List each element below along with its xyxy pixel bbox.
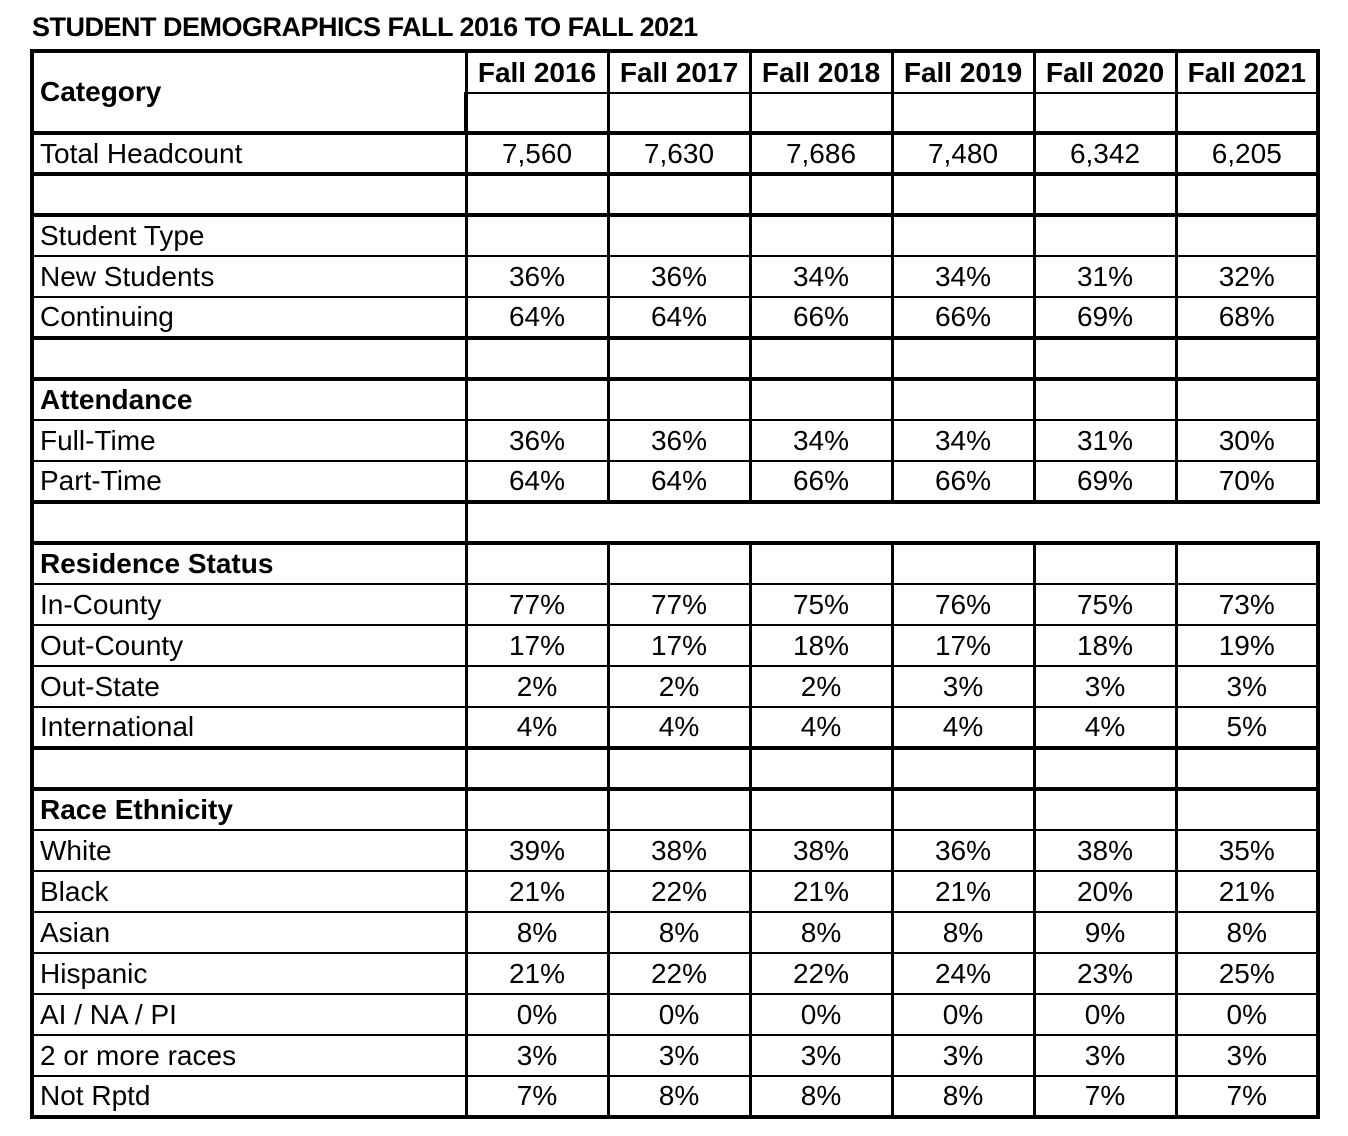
value-cell: 64% bbox=[608, 297, 750, 338]
year-header-cell: Fall 2020 bbox=[1034, 51, 1176, 93]
row-label-cell: New Students bbox=[32, 256, 466, 297]
section-row-race-ethnicity bbox=[32, 789, 1318, 830]
value-cell: 66% bbox=[750, 461, 892, 502]
empty-cell bbox=[892, 338, 1034, 379]
empty-cell bbox=[750, 543, 892, 584]
separator-row-open bbox=[32, 502, 1318, 543]
value-cell: 3% bbox=[608, 1035, 750, 1076]
value-cell: 34% bbox=[750, 256, 892, 297]
empty-cell bbox=[466, 215, 608, 256]
demographics-table bbox=[30, 49, 1320, 1119]
row-white bbox=[32, 830, 1318, 871]
year-header-cell: Fall 2016 bbox=[466, 51, 608, 93]
row-in-county bbox=[32, 584, 1318, 625]
row-label-cell: Asian bbox=[32, 912, 466, 953]
empty-cell bbox=[608, 215, 750, 256]
value-cell: 8% bbox=[750, 1076, 892, 1117]
value-cell: 68% bbox=[1176, 297, 1318, 338]
value-cell: 8% bbox=[892, 912, 1034, 953]
row-label-cell: Not Rptd bbox=[32, 1076, 466, 1117]
value-cell: 22% bbox=[608, 871, 750, 912]
value-cell: 64% bbox=[608, 461, 750, 502]
section-label-cell: Race Ethnicity bbox=[32, 789, 466, 830]
value-cell: 22% bbox=[608, 953, 750, 994]
value-cell: 77% bbox=[608, 584, 750, 625]
separator-row bbox=[32, 338, 1318, 379]
row-label-cell: Part-Time bbox=[32, 461, 466, 502]
value-cell: 3% bbox=[466, 1035, 608, 1076]
value-cell: 8% bbox=[892, 1076, 1034, 1117]
value-cell: 20% bbox=[1034, 871, 1176, 912]
value-cell: 76% bbox=[892, 584, 1034, 625]
row-label-cell: Black bbox=[32, 871, 466, 912]
empty-cell bbox=[1034, 789, 1176, 830]
value-cell: 6,205 bbox=[1176, 133, 1318, 174]
value-cell: 21% bbox=[1176, 871, 1318, 912]
value-cell: 4% bbox=[466, 707, 608, 748]
row-label-cell: In-County bbox=[32, 584, 466, 625]
empty-cell bbox=[1176, 215, 1318, 256]
empty-cell bbox=[1176, 748, 1318, 789]
value-cell: 8% bbox=[466, 912, 608, 953]
value-cell: 21% bbox=[750, 871, 892, 912]
value-cell: 70% bbox=[1176, 461, 1318, 502]
value-cell: 3% bbox=[1176, 1035, 1318, 1076]
row-label-cell: Total Headcount bbox=[32, 133, 466, 174]
empty-cell bbox=[750, 748, 892, 789]
value-cell: 7% bbox=[466, 1076, 608, 1117]
value-cell: 64% bbox=[466, 297, 608, 338]
value-cell: 7% bbox=[1034, 1076, 1176, 1117]
empty-cell bbox=[608, 174, 750, 215]
value-cell: 30% bbox=[1176, 420, 1318, 461]
value-cell: 38% bbox=[1034, 830, 1176, 871]
value-cell: 3% bbox=[892, 666, 1034, 707]
value-cell: 17% bbox=[466, 625, 608, 666]
value-cell: 64% bbox=[466, 461, 608, 502]
row-label-cell: Continuing bbox=[32, 297, 466, 338]
value-cell: 4% bbox=[750, 707, 892, 748]
value-cell: 34% bbox=[750, 420, 892, 461]
value-cell: 0% bbox=[750, 994, 892, 1035]
value-cell: 8% bbox=[750, 912, 892, 953]
empty-cell bbox=[1176, 789, 1318, 830]
empty-cell bbox=[892, 748, 1034, 789]
empty-cell bbox=[32, 338, 466, 379]
value-cell: 7,686 bbox=[750, 133, 892, 174]
value-cell: 77% bbox=[466, 584, 608, 625]
empty-cell bbox=[750, 379, 892, 420]
category-header-cell: Category bbox=[32, 51, 466, 133]
empty-cell bbox=[1176, 93, 1318, 133]
row-asian bbox=[32, 912, 1318, 953]
value-cell: 7,630 bbox=[608, 133, 750, 174]
value-cell: 21% bbox=[892, 871, 1034, 912]
row-label-cell: AI / NA / PI bbox=[32, 994, 466, 1035]
value-cell: 22% bbox=[750, 953, 892, 994]
value-cell: 6,342 bbox=[1034, 133, 1176, 174]
value-cell: 0% bbox=[466, 994, 608, 1035]
empty-cell bbox=[1034, 748, 1176, 789]
row-label-cell: Hispanic bbox=[32, 953, 466, 994]
separator-row bbox=[32, 748, 1318, 789]
empty-cell bbox=[1034, 93, 1176, 133]
value-cell: 31% bbox=[1034, 420, 1176, 461]
empty-cell bbox=[608, 543, 750, 584]
value-cell: 7,560 bbox=[466, 133, 608, 174]
value-cell: 2% bbox=[750, 666, 892, 707]
empty-cell bbox=[466, 543, 608, 584]
row-label-cell: White bbox=[32, 830, 466, 871]
section-row-attendance bbox=[32, 379, 1318, 420]
empty-cell bbox=[466, 789, 608, 830]
value-cell: 31% bbox=[1034, 256, 1176, 297]
open-spacer-cell bbox=[466, 502, 1318, 543]
value-cell: 0% bbox=[1176, 994, 1318, 1035]
empty-cell bbox=[1176, 338, 1318, 379]
row-label-cell: Full-Time bbox=[32, 420, 466, 461]
empty-cell bbox=[892, 543, 1034, 584]
value-cell: 2% bbox=[608, 666, 750, 707]
year-header-cell: Fall 2018 bbox=[750, 51, 892, 93]
value-cell: 34% bbox=[892, 420, 1034, 461]
value-cell: 75% bbox=[1034, 584, 1176, 625]
empty-cell bbox=[466, 93, 608, 133]
year-header-cell: Fall 2017 bbox=[608, 51, 750, 93]
empty-cell bbox=[750, 789, 892, 830]
empty-cell bbox=[608, 748, 750, 789]
value-cell: 3% bbox=[1034, 666, 1176, 707]
empty-cell bbox=[608, 789, 750, 830]
section-label-cell: Residence Status bbox=[32, 543, 466, 584]
value-cell: 5% bbox=[1176, 707, 1318, 748]
value-cell: 66% bbox=[750, 297, 892, 338]
year-header-cell: Fall 2021 bbox=[1176, 51, 1318, 93]
value-cell: 36% bbox=[892, 830, 1034, 871]
section-row-student-type bbox=[32, 215, 1318, 256]
row-total-headcount bbox=[32, 133, 1318, 174]
value-cell: 38% bbox=[750, 830, 892, 871]
empty-cell bbox=[1034, 543, 1176, 584]
empty-cell bbox=[892, 215, 1034, 256]
value-cell: 21% bbox=[466, 871, 608, 912]
row-out-county bbox=[32, 625, 1318, 666]
section-label-cell: Student Type bbox=[32, 215, 466, 256]
value-cell: 3% bbox=[892, 1035, 1034, 1076]
value-cell: 3% bbox=[750, 1035, 892, 1076]
row-full-time bbox=[32, 420, 1318, 461]
row-label-cell: Out-County bbox=[32, 625, 466, 666]
value-cell: 34% bbox=[892, 256, 1034, 297]
value-cell: 23% bbox=[1034, 953, 1176, 994]
row-two-or-more-races bbox=[32, 1035, 1318, 1076]
value-cell: 18% bbox=[750, 625, 892, 666]
empty-cell bbox=[750, 338, 892, 379]
empty-cell bbox=[32, 502, 466, 543]
value-cell: 38% bbox=[608, 830, 750, 871]
row-out-state bbox=[32, 666, 1318, 707]
empty-cell bbox=[750, 174, 892, 215]
empty-cell bbox=[892, 789, 1034, 830]
row-continuing bbox=[32, 297, 1318, 338]
empty-cell bbox=[750, 93, 892, 133]
value-cell: 8% bbox=[608, 1076, 750, 1117]
value-cell: 3% bbox=[1034, 1035, 1176, 1076]
page-title: STUDENT DEMOGRAPHICS FALL 2016 TO FALL 2021 bbox=[32, 12, 698, 42]
value-cell: 9% bbox=[1034, 912, 1176, 953]
value-cell: 0% bbox=[892, 994, 1034, 1035]
empty-cell bbox=[32, 748, 466, 789]
value-cell: 21% bbox=[466, 953, 608, 994]
value-cell: 7,480 bbox=[892, 133, 1034, 174]
empty-cell bbox=[1176, 543, 1318, 584]
value-cell: 8% bbox=[1176, 912, 1318, 953]
value-cell: 69% bbox=[1034, 461, 1176, 502]
row-not-rptd bbox=[32, 1076, 1318, 1117]
value-cell: 8% bbox=[608, 912, 750, 953]
empty-cell bbox=[608, 93, 750, 133]
row-hispanic bbox=[32, 953, 1318, 994]
empty-cell bbox=[466, 338, 608, 379]
empty-cell bbox=[1034, 379, 1176, 420]
value-cell: 39% bbox=[466, 830, 608, 871]
value-cell: 36% bbox=[608, 256, 750, 297]
value-cell: 25% bbox=[1176, 953, 1318, 994]
empty-cell bbox=[892, 174, 1034, 215]
empty-cell bbox=[892, 93, 1034, 133]
value-cell: 17% bbox=[892, 625, 1034, 666]
empty-cell bbox=[1034, 338, 1176, 379]
value-cell: 73% bbox=[1176, 584, 1318, 625]
value-cell: 2% bbox=[466, 666, 608, 707]
empty-cell bbox=[466, 174, 608, 215]
value-cell: 66% bbox=[892, 461, 1034, 502]
header-row bbox=[32, 51, 1318, 93]
empty-cell bbox=[1034, 174, 1176, 215]
row-international bbox=[32, 707, 1318, 748]
value-cell: 4% bbox=[608, 707, 750, 748]
separator-row bbox=[32, 174, 1318, 215]
empty-cell bbox=[466, 748, 608, 789]
value-cell: 3% bbox=[1176, 666, 1318, 707]
section-label-cell: Attendance bbox=[32, 379, 466, 420]
row-new-students bbox=[32, 256, 1318, 297]
value-cell: 32% bbox=[1176, 256, 1318, 297]
value-cell: 0% bbox=[608, 994, 750, 1035]
value-cell: 36% bbox=[466, 256, 608, 297]
value-cell: 0% bbox=[1034, 994, 1176, 1035]
empty-cell bbox=[608, 379, 750, 420]
empty-cell bbox=[1176, 174, 1318, 215]
empty-cell bbox=[892, 379, 1034, 420]
empty-cell bbox=[466, 379, 608, 420]
empty-cell bbox=[32, 174, 466, 215]
value-cell: 7% bbox=[1176, 1076, 1318, 1117]
value-cell: 17% bbox=[608, 625, 750, 666]
value-cell: 36% bbox=[466, 420, 608, 461]
value-cell: 35% bbox=[1176, 830, 1318, 871]
empty-cell bbox=[750, 215, 892, 256]
section-row-residence-status bbox=[32, 543, 1318, 584]
value-cell: 66% bbox=[892, 297, 1034, 338]
value-cell: 36% bbox=[608, 420, 750, 461]
empty-cell bbox=[608, 338, 750, 379]
empty-cell bbox=[1176, 379, 1318, 420]
value-cell: 4% bbox=[892, 707, 1034, 748]
value-cell: 4% bbox=[1034, 707, 1176, 748]
row-label-cell: 2 or more races bbox=[32, 1035, 466, 1076]
empty-cell bbox=[1034, 215, 1176, 256]
value-cell: 75% bbox=[750, 584, 892, 625]
row-part-time bbox=[32, 461, 1318, 502]
value-cell: 18% bbox=[1034, 625, 1176, 666]
year-header-cell: Fall 2019 bbox=[892, 51, 1034, 93]
value-cell: 24% bbox=[892, 953, 1034, 994]
row-black bbox=[32, 871, 1318, 912]
row-label-cell: International bbox=[32, 707, 466, 748]
row-ai-na-pi bbox=[32, 994, 1318, 1035]
value-cell: 69% bbox=[1034, 297, 1176, 338]
value-cell: 19% bbox=[1176, 625, 1318, 666]
row-label-cell: Out-State bbox=[32, 666, 466, 707]
